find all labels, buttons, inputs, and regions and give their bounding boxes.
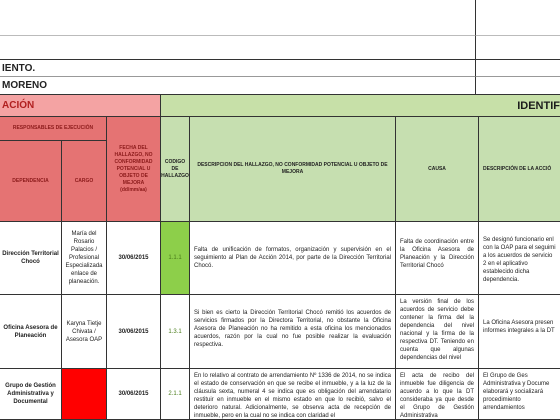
title-line-1 <box>0 60 476 77</box>
header-descripcion: DESCRIPCION DEL HALLAZGO, NO CONFORMIDAD POTENCIAL U OBJETO DE MEJORA <box>190 117 396 222</box>
header-accion: DESCRIPCIÓN DE LA ACCIÓ <box>479 117 560 222</box>
band-right-title: IDENTIF <box>517 100 560 112</box>
table-row-2-codigo: 1.3.1 <box>161 295 190 369</box>
table-row-2-cargo: Karyna Tietje Chivata / Asesora OAP <box>62 295 107 369</box>
table-row-3-cargo <box>62 369 107 420</box>
table-row-3-fecha: 30/06/2015 <box>107 369 161 420</box>
table-row-2-fecha: 30/06/2015 <box>107 295 161 369</box>
table-row-3-accion: El Grupo de Ges Administrativa y Docume elaborará y socializará procedimiento arrendamientos <box>479 369 560 420</box>
table-row-1-cargo: María del Rosario Palacios / Profesional Especializada enlace de planeación. <box>62 222 107 295</box>
band-left-title: ACIÓN <box>2 100 35 111</box>
title-line-2 <box>0 77 476 95</box>
table-row-3-codigo: 2.1.1 <box>161 369 190 420</box>
band-right <box>161 95 560 117</box>
table-row-1-accion: Se designó funcionario enl con la OAP para el seguimi a los acuerdos de servicio 2 en el aplicativo establecido dicha dependencia. <box>479 222 560 295</box>
table-row-2-accion: La Oficina Asesora presen informes integrales a la DT <box>479 295 560 369</box>
table-row-1-descripcion: Falta de unificación de formatos, organización y supervisión en el seguimiento al Plan de Acción 2014, por parte de la Dirección Territorial Chocó. <box>190 222 396 295</box>
title-line-1-text: IENTO. <box>2 63 36 74</box>
table-row-1-causa: Falta de coordinación entre la Oficina Asesora de Planeación y la Dirección Territorial Chocó <box>396 222 479 295</box>
band-left <box>0 95 161 117</box>
title-line-2-text: MORENO <box>2 80 47 91</box>
header-dependencia: DEPENDENCIA <box>0 141 62 222</box>
table-row-3-descripcion: En lo relativo al contrato de arrendamiento Nº 1336 de 2014, no se indica el estado de conservación en que se recibe el inmueble, y a la luz de la cláusula sexta, numeral 4 se indica que es obligación del arrendatario restituir en inmueble en el mismo estado en que lo recibió, salvo el deterioro natural. Adicionalmente, se observa acta de recepción de inmueble, pero en la cual no se indica con claridad el <box>190 369 396 420</box>
table-row-3-dependencia: Grupo de Gestión Administrativa y Documental <box>0 369 62 420</box>
header-cargo: CARGO <box>62 141 107 222</box>
title-line-1-right <box>476 60 560 77</box>
table-row-2-dependencia: Oficina Asesora de Planeación <box>0 295 62 369</box>
table-row-2-descripcion: Si bien es cierto la Dirección Territorial Chocó remitió los acuerdos de servicios firmados por la Directora Territorial, no obstante la Oficina Asesora de Planeación no ha remitido a esta oficina los mencionados acuerdos, razón por la cual no fue posible realizar la evaluación respectiva. <box>190 295 396 369</box>
table-row-3-causa: El acta de recibo del inmueble fue diligencia de acuerdo a lo que la DT consideraba ya que desde el Grupo de Gestión Administrativa <box>396 369 479 420</box>
header-causa: CAUSA <box>396 117 479 222</box>
table-row-1-codigo: 1.1.1 <box>161 222 190 295</box>
table-row-2-causa: La versión final de los acuerdos de servicio debe contener la firma del la dependencia del nivel nacional y la firma de la respectiva DT. Teniendo en cuenta que algunas dependencias del nivel <box>396 295 479 369</box>
table-row-1-fecha: 30/06/2015 <box>107 222 161 295</box>
top-blank-row <box>0 0 560 60</box>
table-row-1-dependencia: Dirección Territorial Chocó <box>0 222 62 295</box>
header-fecha: FECHA DEL HALLAZGO, NO CONFORMIDAD POTENCIAL U OBJETO DE MEJORA (dd/mm/aa) <box>107 117 161 222</box>
header-codigo: CODIGO DE HALLAZGO <box>161 117 190 222</box>
header-responsables: RESPONSABLES DE EJECUCIÓN <box>0 117 107 141</box>
title-line-2-right <box>476 77 560 95</box>
